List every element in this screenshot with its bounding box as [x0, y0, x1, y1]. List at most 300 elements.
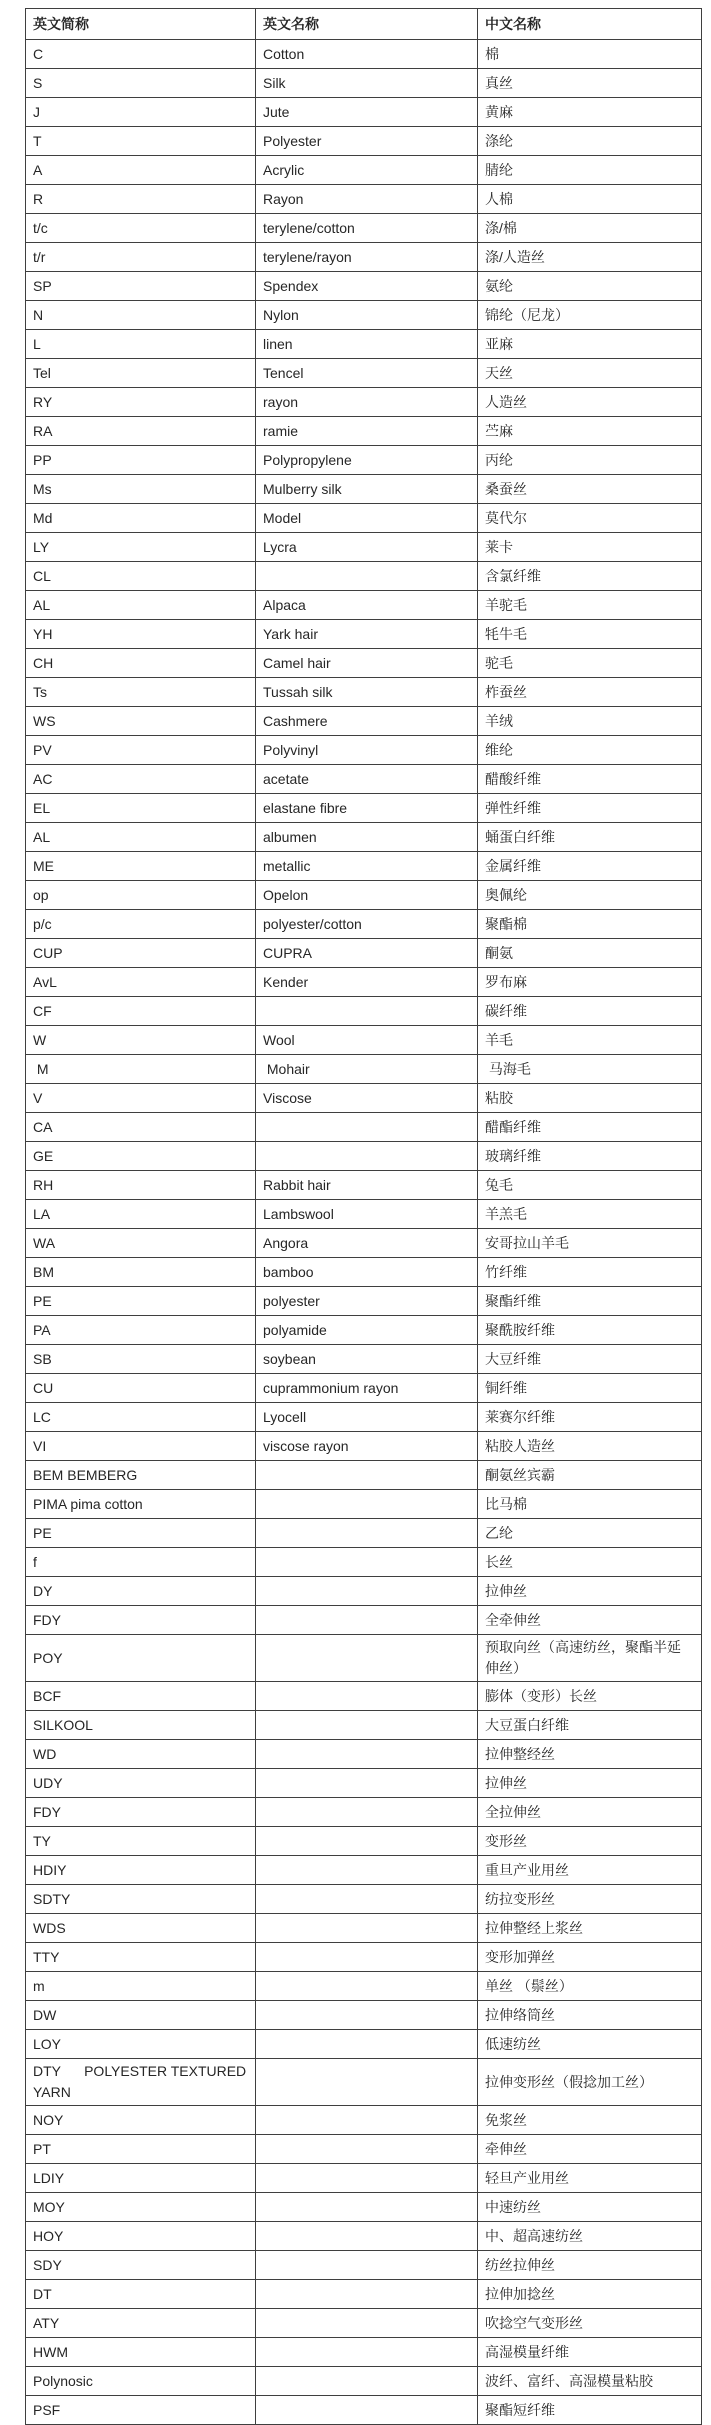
header-english-name: 英文名称	[256, 9, 478, 40]
zh-name-cell: 粘胶	[478, 1084, 702, 1113]
abbr-cell: PV	[26, 736, 256, 765]
abbr-cell: BCF	[26, 1682, 256, 1711]
en-name-cell: Rayon	[256, 185, 478, 214]
en-name-cell: Tencel	[256, 359, 478, 388]
table-row	[26, 2193, 702, 2222]
table-row	[26, 1740, 702, 1769]
table-row	[26, 2001, 702, 2030]
zh-name-cell: 聚酯纤维	[478, 1287, 702, 1316]
abbr-cell: LA	[26, 1200, 256, 1229]
abbr-cell: DY	[26, 1577, 256, 1606]
zh-name-cell: 聚酰胺纤维	[478, 1316, 702, 1345]
table-row	[26, 1972, 702, 2001]
zh-name-cell: 苎麻	[478, 417, 702, 446]
zh-name-cell: 亚麻	[478, 330, 702, 359]
table-row	[26, 2251, 702, 2280]
table-row	[26, 2106, 702, 2135]
zh-name-cell: 拉伸整经上浆丝	[478, 1914, 702, 1943]
header-chinese-name: 中文名称	[478, 9, 702, 40]
table-row	[26, 243, 702, 272]
en-name-cell: Rabbit hair	[256, 1171, 478, 1200]
abbr-cell: AC	[26, 765, 256, 794]
table-row	[26, 2059, 702, 2106]
abbr-cell: RA	[26, 417, 256, 446]
en-name-cell: Lycra	[256, 533, 478, 562]
en-name-cell: Cashmere	[256, 707, 478, 736]
zh-name-cell: 黄麻	[478, 98, 702, 127]
zh-name-cell: 醋酯纤维	[478, 1113, 702, 1142]
abbr-cell: WD	[26, 1740, 256, 1769]
zh-name-cell: 羊羔毛	[478, 1200, 702, 1229]
table-row	[26, 997, 702, 1026]
table-row	[26, 1769, 702, 1798]
en-name-cell: Wool	[256, 1026, 478, 1055]
table-row	[26, 1374, 702, 1403]
en-name-cell: viscose rayon	[256, 1432, 478, 1461]
zh-name-cell: 腈纶	[478, 156, 702, 185]
abbr-cell: FDY	[26, 1798, 256, 1827]
table-row	[26, 1316, 702, 1345]
table-row	[26, 475, 702, 504]
zh-name-cell: 膨体（变形）长丝	[478, 1682, 702, 1711]
abbr-cell: LY	[26, 533, 256, 562]
table-row	[26, 1026, 702, 1055]
zh-name-cell: 莱赛尔纤维	[478, 1403, 702, 1432]
abbr-cell: m	[26, 1972, 256, 2001]
zh-name-cell: 中速纺丝	[478, 2193, 702, 2222]
zh-name-cell: 弹性纤维	[478, 794, 702, 823]
abbr-cell: PT	[26, 2135, 256, 2164]
table-row	[26, 504, 702, 533]
table-row	[26, 1345, 702, 1374]
en-name-cell: Mulberry silk	[256, 475, 478, 504]
zh-name-cell: 维纶	[478, 736, 702, 765]
abbr-cell: J	[26, 98, 256, 127]
table-row	[26, 301, 702, 330]
abbr-cell: MOY	[26, 2193, 256, 2222]
zh-name-cell: 粘胶人造丝	[478, 1432, 702, 1461]
zh-name-cell: 含氯纤维	[478, 562, 702, 591]
abbr-cell: PIMA pima cotton	[26, 1490, 256, 1519]
zh-name-cell: 中、超高速纺丝	[478, 2222, 702, 2251]
zh-name-cell: 变形丝	[478, 1827, 702, 1856]
table-row	[26, 417, 702, 446]
table-header-row	[26, 9, 702, 40]
zh-name-cell: 玻璃纤维	[478, 1142, 702, 1171]
en-name-cell	[256, 1577, 478, 1606]
table-row	[26, 1519, 702, 1548]
zh-name-cell: 高湿模量纤维	[478, 2338, 702, 2367]
table-row	[26, 388, 702, 417]
zh-name-cell: 酮氨丝宾霸	[478, 1461, 702, 1490]
zh-name-cell: 锦纶（尼龙）	[478, 301, 702, 330]
abbr-cell: f	[26, 1548, 256, 1577]
zh-name-cell: 竹纤维	[478, 1258, 702, 1287]
zh-name-cell: 酮氨	[478, 939, 702, 968]
en-name-cell	[256, 1885, 478, 1914]
en-name-cell	[256, 1519, 478, 1548]
en-name-cell	[256, 562, 478, 591]
zh-name-cell: 兔毛	[478, 1171, 702, 1200]
zh-name-cell: 涤纶	[478, 127, 702, 156]
abbr-cell: PE	[26, 1519, 256, 1548]
zh-name-cell: 莱卡	[478, 533, 702, 562]
zh-name-cell: 天丝	[478, 359, 702, 388]
en-name-cell	[256, 2309, 478, 2338]
zh-name-cell: 驼毛	[478, 649, 702, 678]
table-row	[26, 2338, 702, 2367]
zh-name-cell: 羊绒	[478, 707, 702, 736]
zh-name-cell: 单丝 （鬃丝）	[478, 1972, 702, 2001]
table-row	[26, 1142, 702, 1171]
table-row	[26, 562, 702, 591]
zh-name-cell: 拉伸整经丝	[478, 1740, 702, 1769]
en-name-cell: polyester	[256, 1287, 478, 1316]
abbr-cell: V	[26, 1084, 256, 1113]
zh-name-cell: 丙纶	[478, 446, 702, 475]
en-name-cell	[256, 2001, 478, 2030]
en-name-cell	[256, 2222, 478, 2251]
abbr-cell: C	[26, 40, 256, 69]
en-name-cell: metallic	[256, 852, 478, 881]
zh-name-cell: 免浆丝	[478, 2106, 702, 2135]
en-name-cell	[256, 1461, 478, 1490]
zh-name-cell: 纺拉变形丝	[478, 1885, 702, 1914]
table-row	[26, 2280, 702, 2309]
en-name-cell	[256, 997, 478, 1026]
en-name-cell: Kender	[256, 968, 478, 997]
en-name-cell: Jute	[256, 98, 478, 127]
zh-name-cell: 棉	[478, 40, 702, 69]
abbr-cell: LC	[26, 1403, 256, 1432]
zh-name-cell: 长丝	[478, 1548, 702, 1577]
table-row	[26, 1113, 702, 1142]
en-name-cell	[256, 2030, 478, 2059]
table-row	[26, 1798, 702, 1827]
en-name-cell: Silk	[256, 69, 478, 98]
en-name-cell	[256, 2338, 478, 2367]
abbr-cell: TTY	[26, 1943, 256, 1972]
table-row	[26, 910, 702, 939]
table-row	[26, 533, 702, 562]
table-row	[26, 1548, 702, 1577]
abbr-cell: PSF	[26, 2396, 256, 2425]
en-name-cell: polyester/cotton	[256, 910, 478, 939]
zh-name-cell: 波纤、富纤、高湿模量粘胶	[478, 2367, 702, 2396]
abbr-cell: T	[26, 127, 256, 156]
en-name-cell	[256, 1798, 478, 1827]
table-row	[26, 823, 702, 852]
table-row	[26, 852, 702, 881]
table-row	[26, 1432, 702, 1461]
table-row	[26, 1171, 702, 1200]
abbr-cell: SDTY	[26, 1885, 256, 1914]
en-name-cell: cuprammonium rayon	[256, 1374, 478, 1403]
en-name-cell	[256, 1113, 478, 1142]
table-row	[26, 1943, 702, 1972]
zh-name-cell: 吹捻空气变形丝	[478, 2309, 702, 2338]
fiber-abbreviation-table	[25, 8, 702, 2425]
table-row	[26, 446, 702, 475]
en-name-cell	[256, 1635, 478, 1682]
en-name-cell: soybean	[256, 1345, 478, 1374]
zh-name-cell: 拉伸丝	[478, 1577, 702, 1606]
zh-name-cell: 比马棉	[478, 1490, 702, 1519]
abbr-cell: DTY POLYESTER TEXTURED YARN	[26, 2059, 256, 2106]
zh-name-cell: 拉伸加捻丝	[478, 2280, 702, 2309]
header-abbr: 英文简称	[26, 9, 256, 40]
abbr-cell: Md	[26, 504, 256, 533]
table-row	[26, 40, 702, 69]
en-name-cell	[256, 2280, 478, 2309]
abbr-cell: RY	[26, 388, 256, 417]
table-row	[26, 1856, 702, 1885]
abbr-cell: LDIY	[26, 2164, 256, 2193]
en-name-cell: Polyester	[256, 127, 478, 156]
zh-name-cell: 牵伸丝	[478, 2135, 702, 2164]
zh-name-cell: 全拉伸丝	[478, 1798, 702, 1827]
en-name-cell: rayon	[256, 388, 478, 417]
table-row	[26, 1461, 702, 1490]
abbr-cell: SDY	[26, 2251, 256, 2280]
abbr-cell: AL	[26, 823, 256, 852]
en-name-cell	[256, 2396, 478, 2425]
zh-name-cell: 羊毛	[478, 1026, 702, 1055]
abbr-cell: CA	[26, 1113, 256, 1142]
en-name-cell	[256, 2367, 478, 2396]
en-name-cell	[256, 1943, 478, 1972]
table-row	[26, 1885, 702, 1914]
zh-name-cell: 氨纶	[478, 272, 702, 301]
table-row	[26, 2222, 702, 2251]
table-row	[26, 1606, 702, 1635]
en-name-cell	[256, 1972, 478, 2001]
en-name-cell: Acrylic	[256, 156, 478, 185]
en-name-cell: terylene/cotton	[256, 214, 478, 243]
zh-name-cell: 拉伸络筒丝	[478, 2001, 702, 2030]
abbr-cell: A	[26, 156, 256, 185]
abbr-cell: CF	[26, 997, 256, 1026]
abbr-cell: t/r	[26, 243, 256, 272]
zh-name-cell: 碳纤维	[478, 997, 702, 1026]
zh-name-cell: 金属纤维	[478, 852, 702, 881]
abbr-cell: PE	[26, 1287, 256, 1316]
abbr-cell: CUP	[26, 939, 256, 968]
abbr-cell: R	[26, 185, 256, 214]
abbr-cell: BEM BEMBERG	[26, 1461, 256, 1490]
table-row	[26, 591, 702, 620]
zh-name-cell: 大豆纤维	[478, 1345, 702, 1374]
zh-name-cell: 莫代尔	[478, 504, 702, 533]
abbr-cell: ME	[26, 852, 256, 881]
en-name-cell: Tussah silk	[256, 678, 478, 707]
zh-name-cell: 低速纺丝	[478, 2030, 702, 2059]
abbr-cell: FDY	[26, 1606, 256, 1635]
zh-name-cell: 涤/棉	[478, 214, 702, 243]
en-name-cell: Opelon	[256, 881, 478, 910]
abbr-cell: SILKOOL	[26, 1711, 256, 1740]
zh-name-cell: 蛹蛋白纤维	[478, 823, 702, 852]
zh-name-cell: 聚酯棉	[478, 910, 702, 939]
table-row	[26, 1258, 702, 1287]
zh-name-cell: 拉伸丝	[478, 1769, 702, 1798]
table-row	[26, 1055, 702, 1084]
en-name-cell: Alpaca	[256, 591, 478, 620]
abbr-cell: t/c	[26, 214, 256, 243]
abbr-cell: DT	[26, 2280, 256, 2309]
en-name-cell	[256, 1769, 478, 1798]
zh-name-cell: 牦牛毛	[478, 620, 702, 649]
en-name-cell	[256, 2193, 478, 2222]
en-name-cell: linen	[256, 330, 478, 359]
en-name-cell	[256, 1682, 478, 1711]
table-row	[26, 794, 702, 823]
table-row	[26, 2367, 702, 2396]
abbr-cell: Tel	[26, 359, 256, 388]
table-row	[26, 98, 702, 127]
abbr-cell: UDY	[26, 1769, 256, 1798]
zh-name-cell: 桑蚕丝	[478, 475, 702, 504]
table-row	[26, 620, 702, 649]
abbr-cell: WDS	[26, 1914, 256, 1943]
abbr-cell: LOY	[26, 2030, 256, 2059]
abbr-cell: EL	[26, 794, 256, 823]
abbr-cell: DW	[26, 2001, 256, 2030]
en-name-cell: Nylon	[256, 301, 478, 330]
table-row	[26, 1084, 702, 1113]
en-name-cell	[256, 1711, 478, 1740]
en-name-cell: Cotton	[256, 40, 478, 69]
table-row	[26, 1229, 702, 1258]
abbr-cell: BM	[26, 1258, 256, 1287]
abbr-cell: PP	[26, 446, 256, 475]
table-row	[26, 2309, 702, 2338]
abbr-cell: Ts	[26, 678, 256, 707]
en-name-cell	[256, 1914, 478, 1943]
table-row	[26, 939, 702, 968]
table-row	[26, 185, 702, 214]
zh-name-cell: 罗布麻	[478, 968, 702, 997]
abbr-cell: RH	[26, 1171, 256, 1200]
table-row	[26, 359, 702, 388]
en-name-cell: bamboo	[256, 1258, 478, 1287]
abbr-cell: SP	[26, 272, 256, 301]
zh-name-cell: 柞蚕丝	[478, 678, 702, 707]
table-row	[26, 2164, 702, 2193]
en-name-cell: terylene/rayon	[256, 243, 478, 272]
table-row	[26, 1490, 702, 1519]
table-body	[26, 40, 702, 2425]
en-name-cell: Lyocell	[256, 1403, 478, 1432]
abbr-cell: GE	[26, 1142, 256, 1171]
zh-name-cell: 真丝	[478, 69, 702, 98]
table-row	[26, 1287, 702, 1316]
table-row	[26, 2030, 702, 2059]
en-name-cell	[256, 2106, 478, 2135]
table-row	[26, 69, 702, 98]
abbr-cell: HWM	[26, 2338, 256, 2367]
en-name-cell	[256, 2251, 478, 2280]
abbr-cell: NOY	[26, 2106, 256, 2135]
en-name-cell: Camel hair	[256, 649, 478, 678]
zh-name-cell: 变形加弹丝	[478, 1943, 702, 1972]
abbr-cell: ATY	[26, 2309, 256, 2338]
zh-name-cell: 人造丝	[478, 388, 702, 417]
en-name-cell: ramie	[256, 417, 478, 446]
zh-name-cell: 乙纶	[478, 1519, 702, 1548]
en-name-cell	[256, 1740, 478, 1769]
table-row	[26, 272, 702, 301]
abbr-cell: S	[26, 69, 256, 98]
zh-name-cell: 拉伸变形丝（假捻加工丝）	[478, 2059, 702, 2106]
abbr-cell: AL	[26, 591, 256, 620]
table-row	[26, 1711, 702, 1740]
en-name-cell: CUPRA	[256, 939, 478, 968]
abbr-cell: W	[26, 1026, 256, 1055]
table-row	[26, 1682, 702, 1711]
en-name-cell	[256, 1142, 478, 1171]
zh-name-cell: 全牵伸丝	[478, 1606, 702, 1635]
abbr-cell: AvL	[26, 968, 256, 997]
en-name-cell	[256, 2059, 478, 2106]
abbr-cell: YH	[26, 620, 256, 649]
abbr-cell: VI	[26, 1432, 256, 1461]
zh-name-cell: 纺丝拉伸丝	[478, 2251, 702, 2280]
en-name-cell: Model	[256, 504, 478, 533]
en-name-cell	[256, 1827, 478, 1856]
abbr-cell: TY	[26, 1827, 256, 1856]
abbr-cell: CU	[26, 1374, 256, 1403]
table-row	[26, 765, 702, 794]
zh-name-cell: 安哥拉山羊毛	[478, 1229, 702, 1258]
table-row	[26, 156, 702, 185]
zh-name-cell: 人棉	[478, 185, 702, 214]
table-row	[26, 968, 702, 997]
abbr-cell: M	[26, 1055, 256, 1084]
table-row	[26, 2396, 702, 2425]
abbr-cell: POY	[26, 1635, 256, 1682]
table-row	[26, 1914, 702, 1943]
zh-name-cell: 醋酸纤维	[478, 765, 702, 794]
table-row	[26, 330, 702, 359]
en-name-cell: Yark hair	[256, 620, 478, 649]
en-name-cell: Polypropylene	[256, 446, 478, 475]
abbr-cell: N	[26, 301, 256, 330]
table-row	[26, 1635, 702, 1682]
zh-name-cell: 马海毛	[478, 1055, 702, 1084]
en-name-cell: Mohair	[256, 1055, 478, 1084]
abbr-cell: WA	[26, 1229, 256, 1258]
zh-name-cell: 涤/人造丝	[478, 243, 702, 272]
en-name-cell: Polyvinyl	[256, 736, 478, 765]
table-row	[26, 881, 702, 910]
abbr-cell: CL	[26, 562, 256, 591]
zh-name-cell: 聚酯短纤维	[478, 2396, 702, 2425]
zh-name-cell: 轻旦产业用丝	[478, 2164, 702, 2193]
en-name-cell: Angora	[256, 1229, 478, 1258]
abbr-cell: CH	[26, 649, 256, 678]
table-row	[26, 736, 702, 765]
en-name-cell: acetate	[256, 765, 478, 794]
en-name-cell	[256, 1490, 478, 1519]
zh-name-cell: 大豆蛋白纤维	[478, 1711, 702, 1740]
abbr-cell: p/c	[26, 910, 256, 939]
en-name-cell: Lambswool	[256, 1200, 478, 1229]
table-row	[26, 1827, 702, 1856]
table-row	[26, 1577, 702, 1606]
zh-name-cell: 预取向丝（高速纺丝，聚酯半延伸丝）	[478, 1635, 702, 1682]
abbr-cell: WS	[26, 707, 256, 736]
